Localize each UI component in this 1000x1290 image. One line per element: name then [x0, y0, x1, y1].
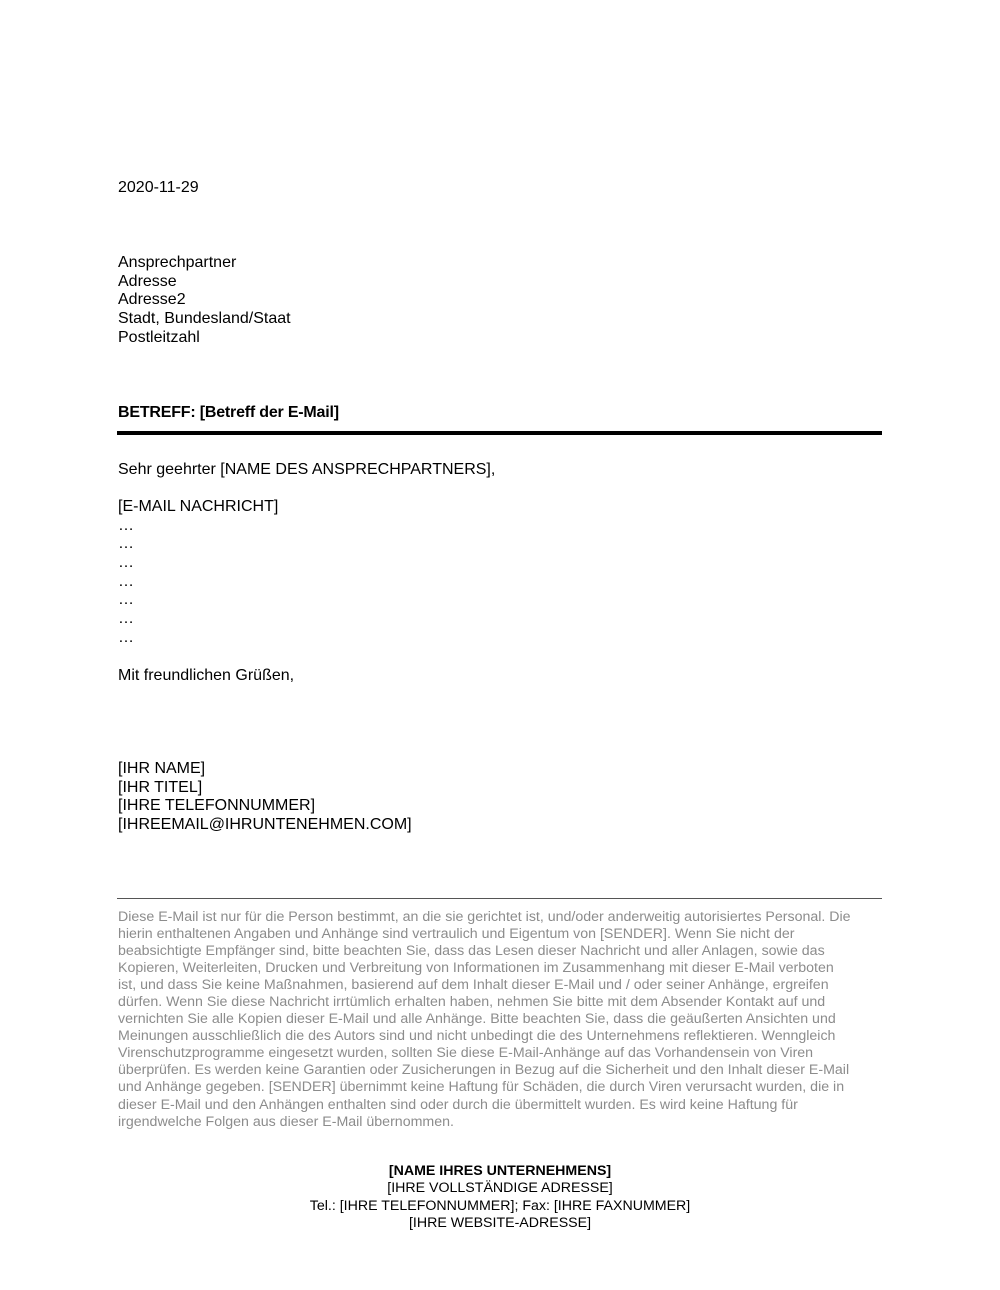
- disclaimer-line: Diese E-Mail ist nur für die Person bestimmt, an die sie gerichtet ist, und/oder anderweitig autorisiertes Personal. Die: [118, 909, 851, 925]
- disclaimer-line: hierin enthaltenen Angaben und Anhänge sind vertraulich und Eigentum von [SENDER]. Wenn Sie nicht der: [118, 926, 795, 943]
- message-placeholder-line: …: [118, 628, 134, 646]
- disclaimer-line: Virenschutzprogramme eingesetzt wurden, sollten Sie diese E-Mail-Anhänge auf das Vorhandensein von Viren: [118, 1045, 814, 1062]
- salutation: Sehr geehrter [NAME DES ANSPRECHPARTNERS],: [118, 461, 496, 478]
- recipient-contact-person: Ansprechpartner: [118, 254, 237, 271]
- recipient-city-state: Stadt, Bundesland/Staat: [118, 310, 291, 328]
- message-body: [118, 498, 278, 648]
- disclaimer-line: Kopieren, Weiterleiten, Drucken und Verbreitung von Informationen im Zusammenhang mit dieser E-Mail verboten: [118, 960, 834, 977]
- disclaimer-divider: [117, 898, 882, 899]
- message-placeholder-line: …: [118, 535, 134, 553]
- subject-divider: [117, 431, 882, 435]
- recipient-address-line-2: Adresse2: [118, 291, 186, 309]
- signature-title: [IHR TITEL]: [118, 778, 203, 796]
- disclaimer-line: dieser E-Mail und den Anhängen enthalten sind oder durch die übermittelt wurden. Es wird keine Haftung für: [118, 1096, 798, 1113]
- company-footer: [0, 1163, 1000, 1233]
- disclaimer-line: vernichten Sie alle Kopien dieser E-Mail und alle Anhänge. Bitte beachten Sie, dass die geäußerten Ansichten und: [118, 1011, 836, 1028]
- recipient-address-line-1: Adresse: [118, 272, 177, 290]
- closing-phrase: Mit freundlichen Grüßen,: [118, 667, 295, 684]
- signature-phone: [IHRE TELEFONNUMMER]: [118, 797, 316, 815]
- signature-email: [IHREEMAIL@IHRUNTENEHMEN.COM]: [118, 816, 412, 834]
- message-placeholder-line: …: [118, 516, 134, 534]
- company-phone-fax: Tel.: [IHRE TELEFONNUMMER]; Fax: [IHRE FAXNUMMER]: [309, 1197, 691, 1214]
- company-website: [IHRE WEBSITE-ADRESSE]: [408, 1215, 592, 1232]
- disclaimer-line: ist, und dass Sie keine Maßnahmen, basierend auf dem Inhalt dieser E-Mail und / oder seiner Anhänge, ergreifen: [118, 977, 829, 994]
- confidentiality-disclaimer: [118, 909, 888, 1131]
- letter-date: 2020-11-29: [118, 179, 199, 196]
- disclaimer-line: irgendwelche Folgen aus dieser E-Mail übernommen.: [118, 1113, 454, 1130]
- signature-name: [IHR NAME]: [118, 760, 206, 777]
- disclaimer-line: überprüfen. Es werden keine Garantien oder Zusicherungen in Bezug auf die Sicherheit und den Inhalt dieser E-Mail: [118, 1062, 850, 1079]
- message-heading: [E-MAIL NACHRICHT]: [118, 498, 279, 515]
- recipient-address-block: [118, 254, 291, 347]
- disclaimer-line: beabsichtigte Empfänger sind, bitte beachten Sie, dass das Lesen dieser Nachricht und aller Anlagen, sowie das: [118, 943, 825, 960]
- message-placeholder-line: …: [118, 610, 134, 628]
- company-address: [IHRE VOLLSTÄNDIGE ADRESSE]: [387, 1180, 613, 1197]
- message-placeholder-line: …: [118, 591, 134, 609]
- disclaimer-line: und Anhänge gegeben. [SENDER] übernimmt keine Haftung für Schäden, die durch Viren verursacht wurden, die in: [118, 1079, 845, 1096]
- message-placeholder-line: …: [118, 572, 134, 590]
- subject-line: BETREFF: [Betreff der E-Mail]: [118, 404, 339, 421]
- disclaimer-line: dürfen. Wenn Sie diese Nachricht irrtümlich erhalten haben, nehmen Sie bitte mit dem Absender Kontakt auf und: [118, 994, 826, 1011]
- disclaimer-line: Meinungen ausschließlich die des Autors sind und nicht unbedingt die des Unternehmens reflektieren. Wenngleich: [118, 1028, 836, 1045]
- recipient-postal-code: Postleitzahl: [118, 328, 200, 346]
- message-placeholder-line: …: [118, 554, 134, 572]
- company-name: [NAME IHRES UNTERNEHMENS]: [388, 1163, 612, 1179]
- signature-block: [118, 760, 412, 835]
